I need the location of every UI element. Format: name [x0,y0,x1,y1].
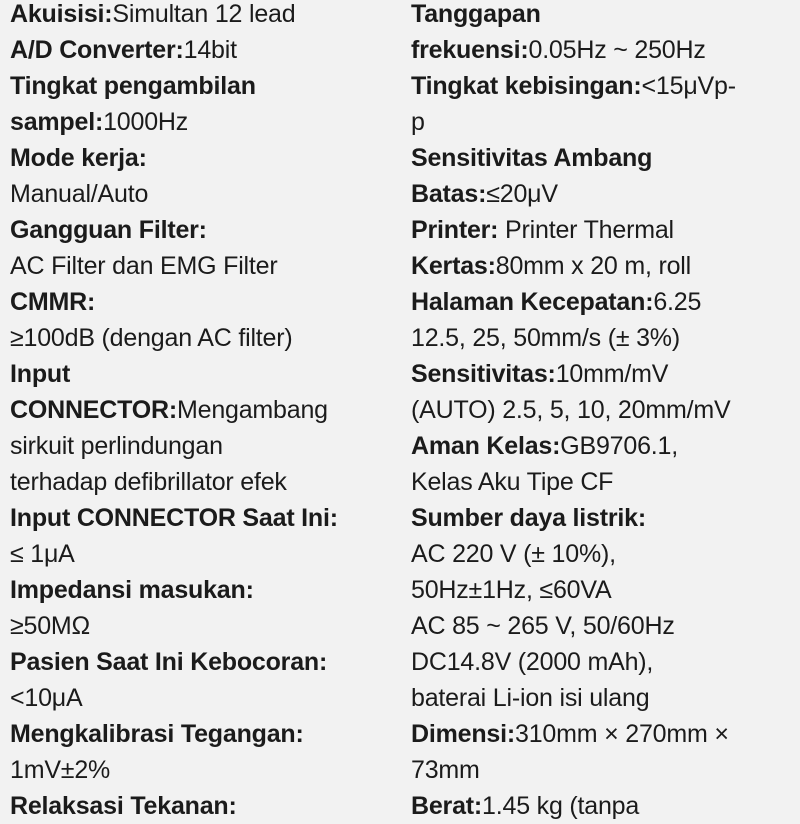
spec-label: Mengkalibrasi Tegangan: [10,720,304,748]
left-column [10,0,405,824]
spec-value: 14bit [183,36,237,64]
left-spec-line [10,428,405,464]
spec-label: Tingkat pengambilan [10,72,256,100]
spec-value: AC Filter dan EMG Filter [10,252,278,280]
spec-label: CONNECTOR: [10,396,177,424]
spec-label: A/D Converter: [10,36,184,64]
left-spec-line [10,608,405,644]
spec-value: 73mm [411,756,480,784]
spec-value: Mengambang [176,396,328,424]
right-spec-line [411,284,796,320]
spec-value: sirkuit perlindungan [10,432,223,460]
spec-value: 80mm x 20 m, roll [495,252,692,280]
spec-label: Relaksasi Tekanan: [10,792,237,820]
spec-label: Kertas: [411,252,496,280]
left-spec-line [10,0,405,32]
spec-value: ≥50MΩ [10,612,91,640]
right-spec-line [411,716,796,752]
left-spec-line [10,500,405,536]
spec-label: sampel: [10,108,104,136]
right-spec-line [411,0,796,32]
left-spec-line [10,572,405,608]
spec-label: Dimensi: [411,720,515,748]
spec-label: Tanggapan [411,0,541,28]
spec-label: Input CONNECTOR Saat Ini: [10,504,338,532]
spec-value: 10mm/mV [555,360,669,388]
right-spec-line [411,104,796,140]
right-spec-line [411,680,796,716]
left-spec-line [10,392,405,428]
spec-value: Simultan 12 lead [112,0,296,28]
spec-label: Sensitivitas Ambang [411,144,653,172]
spec-value: AC 85 ~ 265 V, 50/60Hz [411,612,675,640]
right-spec-line [411,428,796,464]
left-spec-line [10,68,405,104]
spec-label: Impedansi masukan: [10,576,254,604]
spec-label: Pasien Saat Ini Kebocoran: [10,648,328,676]
spec-value: DC14.8V (2000 mAh), [411,648,654,676]
right-spec-line [411,176,796,212]
spec-value: p [411,108,425,136]
spec-value: 12.5, 25, 50mm/s (± 3%) [411,324,680,352]
right-spec-line [411,464,796,500]
spec-value: <10μA [10,684,83,712]
left-spec-line [10,104,405,140]
right-spec-line [411,608,796,644]
spec-value: Kelas Aku Tipe CF [411,468,614,496]
right-spec-line [411,500,796,536]
spec-label: Gangguan Filter: [10,216,207,244]
right-spec-line [411,788,796,824]
right-spec-line [411,752,796,788]
spec-value: Printer Thermal [498,216,674,244]
left-spec-line [10,284,405,320]
spec-value: 1000Hz [103,108,189,136]
spec-value: 6.25 [653,288,702,316]
spec-value: 310mm × 270mm × [514,720,729,748]
spec-value: 1mV±2% [10,756,111,784]
left-spec-line [10,32,405,68]
right-spec-line [411,572,796,608]
spec-label: Batas: [411,180,487,208]
right-spec-line [411,320,796,356]
spec-value: ≥100dB (dengan AC filter) [10,324,293,352]
spec-value: <15μVp- [641,72,736,100]
right-spec-line [411,248,796,284]
left-spec-line [10,140,405,176]
left-spec-line [10,644,405,680]
spec-label: Mode kerja: [10,144,147,172]
spec-value: ≤ 1μA [10,540,75,568]
spec-label: Sumber daya listrik: [411,504,646,532]
left-spec-line [10,716,405,752]
spec-value: Manual/Auto [10,180,149,208]
spec-label: frekuensi: [411,36,529,64]
spec-value: 0.05Hz ~ 250Hz [528,36,706,64]
spec-value: GB9706.1, [560,432,678,460]
spec-value: terhadap defibrillator efek [10,468,287,496]
right-spec-line [411,212,796,248]
right-spec-line [411,32,796,68]
spec-label: CMMR: [10,288,96,316]
left-spec-line [10,320,405,356]
spec-label: Akuisisi: [10,0,113,28]
spec-value: ≤20μV [486,180,558,208]
right-spec-line [411,536,796,572]
spec-value: 50Hz±1Hz, ≤60VA [411,576,612,604]
left-spec-line [10,464,405,500]
right-spec-line [411,392,796,428]
right-spec-line [411,140,796,176]
spec-value: (AUTO) 2.5, 5, 10, 20mm/mV [411,396,731,424]
spec-value: baterai Li-ion isi ulang [411,684,650,712]
spec-label: Aman Kelas: [411,432,561,460]
spec-label: Tingkat kebisingan: [411,72,642,100]
right-column [411,0,796,824]
left-spec-line [10,788,405,824]
left-spec-line [10,176,405,212]
right-spec-line [411,68,796,104]
spec-label: Sensitivitas: [411,360,556,388]
left-spec-line [10,752,405,788]
spec-label: Input [10,360,71,388]
left-spec-line [10,680,405,716]
spec-label: Halaman Kecepatan: [411,288,654,316]
left-spec-line [10,536,405,572]
spec-label: Printer: [411,216,499,244]
spec-value: AC 220 V (± 10%), [411,540,616,568]
spec-label: Berat: [411,792,483,820]
spec-value: 1.45 kg (tanpa [482,792,640,820]
left-spec-line [10,356,405,392]
right-spec-line [411,644,796,680]
left-spec-line [10,248,405,284]
right-spec-line [411,356,796,392]
left-spec-line [10,212,405,248]
